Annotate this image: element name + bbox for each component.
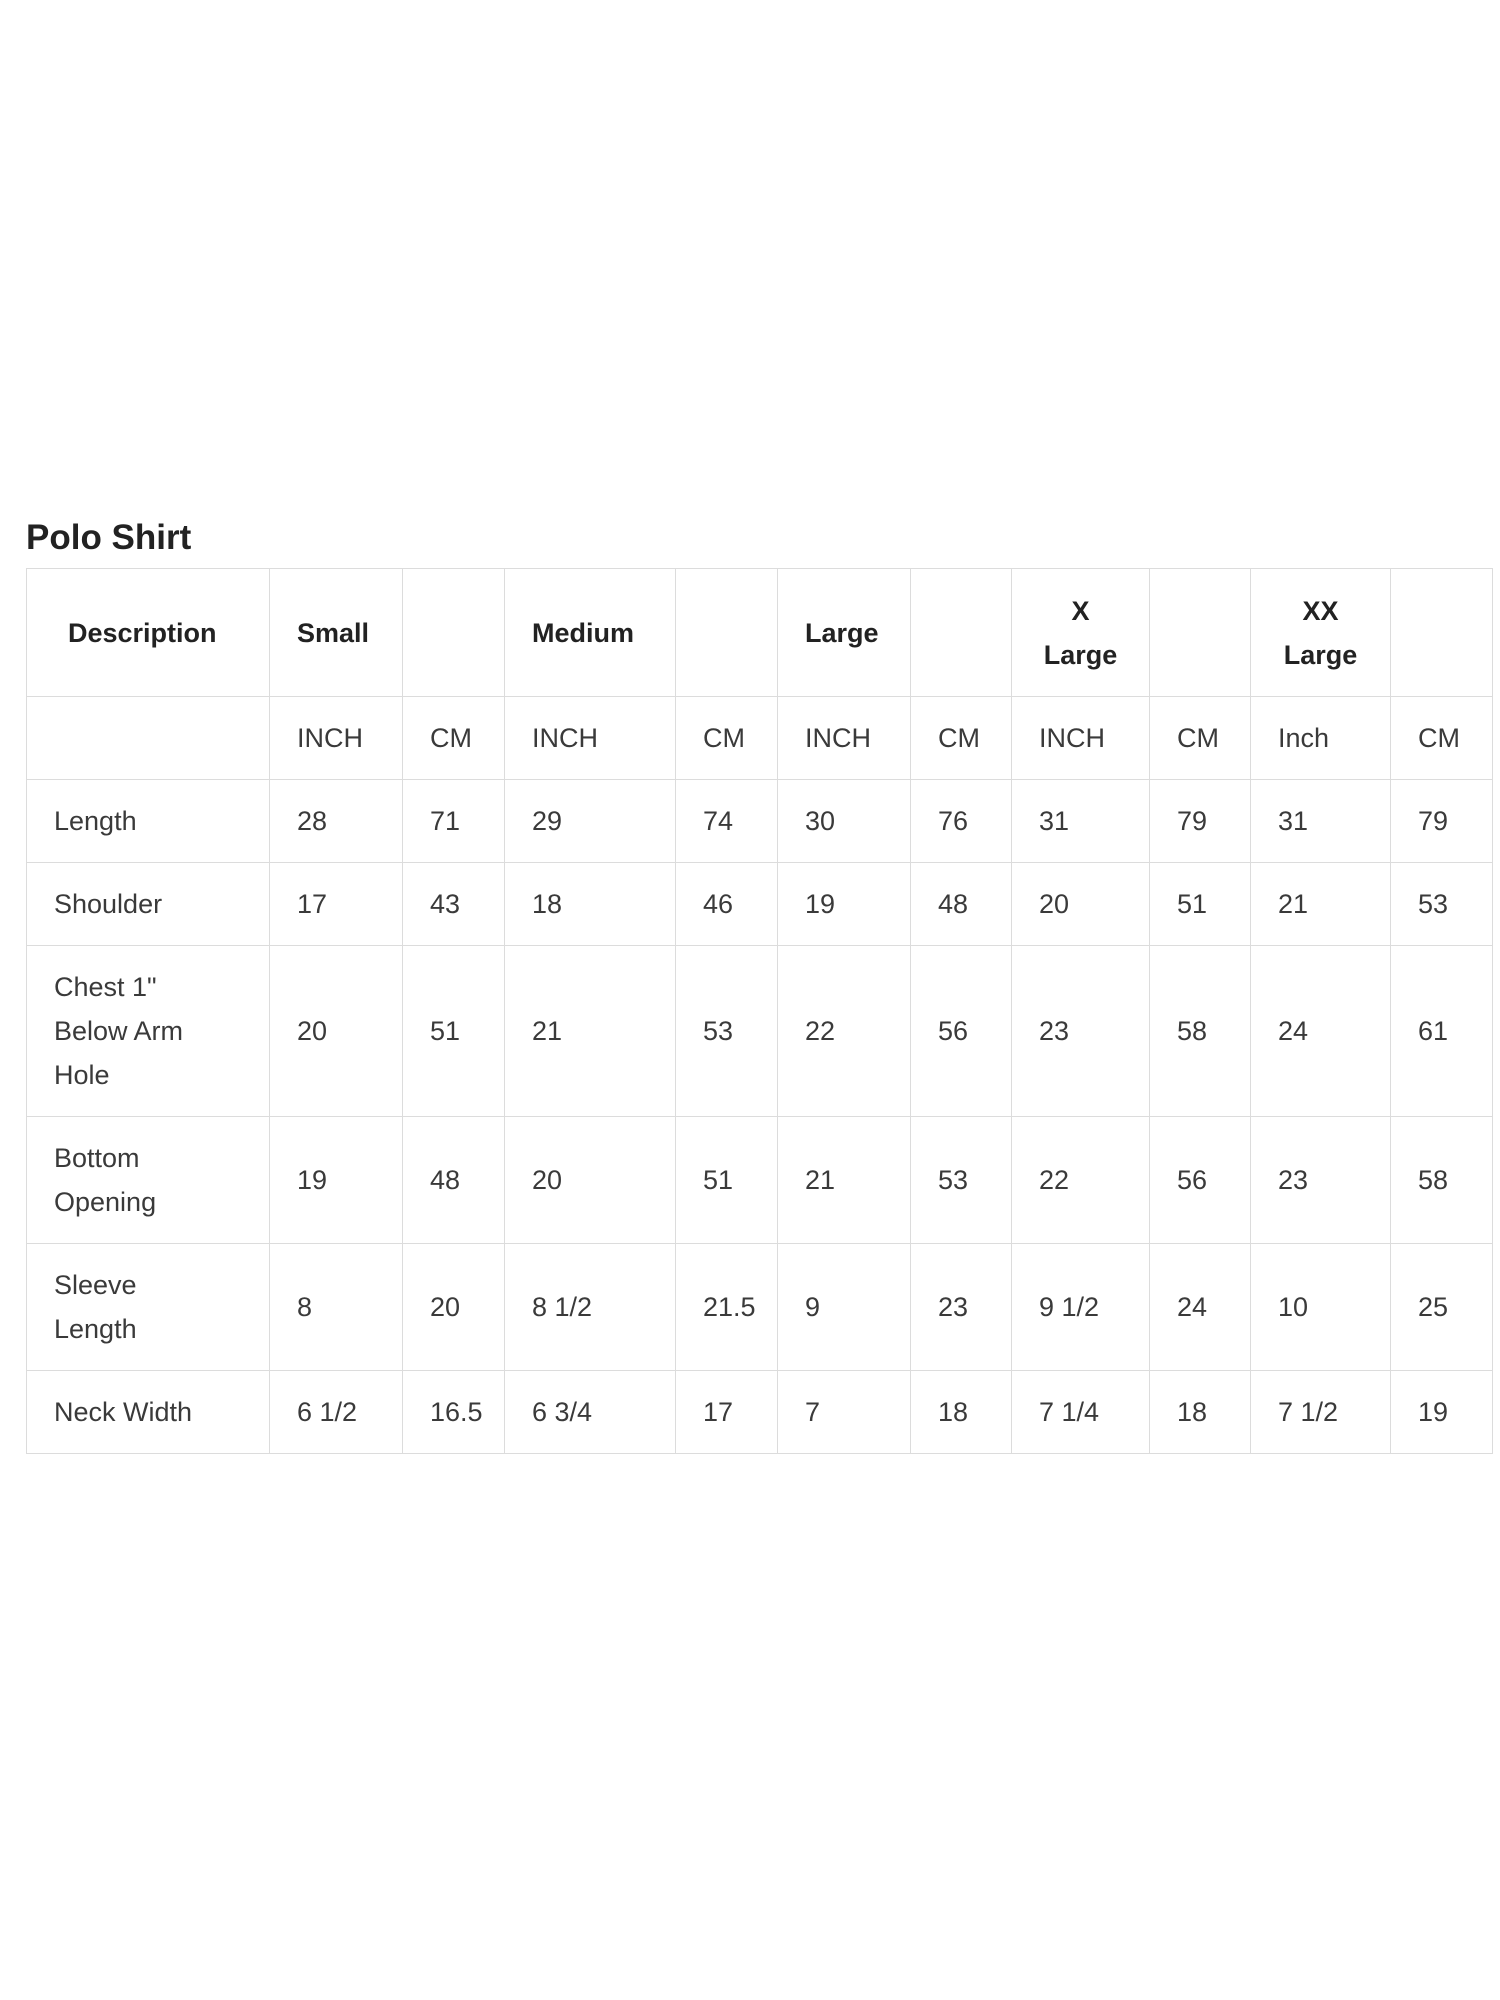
row-label	[27, 1244, 270, 1371]
table-row	[27, 946, 1493, 1117]
value-cell: 19	[270, 1117, 403, 1244]
value-cell: 7	[778, 1371, 911, 1454]
value-cell: 43	[403, 863, 505, 946]
value-cell: 56	[1150, 1117, 1251, 1244]
value-cell: 79	[1150, 780, 1251, 863]
value-cell: 46	[676, 863, 778, 946]
row-label	[27, 946, 270, 1117]
header-size-small	[270, 569, 403, 697]
unit-cell: INCH	[778, 697, 911, 780]
unit-cell: CM	[1150, 697, 1251, 780]
value-cell: 58	[1391, 1117, 1493, 1244]
value-cell: 20	[505, 1117, 676, 1244]
value-cell: 19	[778, 863, 911, 946]
value-cell: 23	[1251, 1117, 1391, 1244]
header-size-label-line: Large	[1283, 639, 1358, 670]
header-size-label: Large	[805, 617, 879, 648]
value-cell: 76	[911, 780, 1012, 863]
value-cell: 23	[911, 1244, 1012, 1371]
value-cell: 53	[676, 946, 778, 1117]
value-cell: 18	[1150, 1371, 1251, 1454]
header-empty-cell	[403, 569, 505, 697]
value-cell: 79	[1391, 780, 1493, 863]
value-cell: 51	[676, 1117, 778, 1244]
table-row	[27, 780, 1493, 863]
value-cell: 21.5	[676, 1244, 778, 1371]
table-row	[27, 863, 1493, 946]
unit-row	[27, 697, 1493, 780]
value-cell: 19	[1391, 1371, 1493, 1454]
table-row	[27, 1371, 1493, 1454]
unit-empty-cell	[27, 697, 270, 780]
value-cell: 31	[1012, 780, 1150, 863]
row-label-line: Chest 1"	[54, 972, 157, 1002]
value-cell: 7 1/2	[1251, 1371, 1391, 1454]
row-label: Shoulder	[27, 863, 270, 946]
header-size-label: Small	[297, 617, 370, 648]
value-cell: 31	[1251, 780, 1391, 863]
value-cell: 9 1/2	[1012, 1244, 1150, 1371]
header-size-x-large	[1012, 569, 1150, 697]
value-cell: 8 1/2	[505, 1244, 676, 1371]
value-cell: 21	[505, 946, 676, 1117]
unit-cell: CM	[1391, 697, 1493, 780]
value-cell: 51	[1150, 863, 1251, 946]
value-cell: 22	[1012, 1117, 1150, 1244]
header-size-label-line: Large	[1043, 639, 1118, 670]
table-row	[27, 1117, 1493, 1244]
header-size-medium	[505, 569, 676, 697]
unit-cell: CM	[403, 697, 505, 780]
table-row	[27, 1244, 1493, 1371]
page-title: Polo Shirt	[26, 518, 192, 557]
value-cell: 18	[911, 1371, 1012, 1454]
value-cell: 20	[270, 946, 403, 1117]
value-cell: 9	[778, 1244, 911, 1371]
value-cell: 61	[1391, 946, 1493, 1117]
unit-cell: Inch	[1251, 697, 1391, 780]
header-row	[27, 569, 1493, 697]
value-cell: 56	[911, 946, 1012, 1117]
header-empty-cell	[1150, 569, 1251, 697]
row-label: Length	[27, 780, 270, 863]
size-table	[26, 568, 1493, 1454]
header-size-label-line: XX	[1302, 595, 1339, 626]
unit-cell: CM	[676, 697, 778, 780]
row-label-line: Length	[54, 1314, 137, 1344]
value-cell: 20	[403, 1244, 505, 1371]
value-cell: 21	[1251, 863, 1391, 946]
row-label	[27, 1117, 270, 1244]
value-cell: 24	[1150, 1244, 1251, 1371]
value-cell: 17	[270, 863, 403, 946]
value-cell: 48	[403, 1117, 505, 1244]
value-cell: 6 3/4	[505, 1371, 676, 1454]
unit-cell: INCH	[1012, 697, 1150, 780]
table-body	[27, 569, 1493, 1454]
value-cell: 18	[505, 863, 676, 946]
value-cell: 71	[403, 780, 505, 863]
value-cell: 28	[270, 780, 403, 863]
row-label: Neck Width	[27, 1371, 270, 1454]
unit-cell: INCH	[270, 697, 403, 780]
value-cell: 48	[911, 863, 1012, 946]
value-cell: 6 1/2	[270, 1371, 403, 1454]
value-cell: 29	[505, 780, 676, 863]
row-label-line: Sleeve	[54, 1270, 137, 1300]
unit-cell: INCH	[505, 697, 676, 780]
row-label-line: Below Arm	[54, 1016, 184, 1046]
header-empty-cell	[1391, 569, 1493, 697]
value-cell: 30	[778, 780, 911, 863]
value-cell: 7 1/4	[1012, 1371, 1150, 1454]
value-cell: 20	[1012, 863, 1150, 946]
value-cell: 24	[1251, 946, 1391, 1117]
size-chart	[26, 516, 1492, 1454]
header-size-label: Medium	[532, 617, 635, 648]
value-cell: 25	[1391, 1244, 1493, 1371]
value-cell: 23	[1012, 946, 1150, 1117]
value-cell: 74	[676, 780, 778, 863]
row-label-line: Opening	[54, 1187, 157, 1217]
value-cell: 16.5	[403, 1371, 505, 1454]
row-label-line: Bottom	[54, 1143, 140, 1173]
value-cell: 58	[1150, 946, 1251, 1117]
value-cell: 53	[911, 1117, 1012, 1244]
value-cell: 22	[778, 946, 911, 1117]
header-size-xx-large	[1251, 569, 1391, 697]
header-size-label-line: X	[1071, 595, 1090, 626]
header-description: Description	[27, 569, 270, 697]
value-cell: 17	[676, 1371, 778, 1454]
row-label-line: Hole	[54, 1060, 110, 1090]
value-cell: 8	[270, 1244, 403, 1371]
value-cell: 51	[403, 946, 505, 1117]
value-cell: 10	[1251, 1244, 1391, 1371]
unit-cell: CM	[911, 697, 1012, 780]
value-cell: 21	[778, 1117, 911, 1244]
header-size-large	[778, 569, 911, 697]
value-cell: 53	[1391, 863, 1493, 946]
header-empty-cell	[676, 569, 778, 697]
header-empty-cell	[911, 569, 1012, 697]
